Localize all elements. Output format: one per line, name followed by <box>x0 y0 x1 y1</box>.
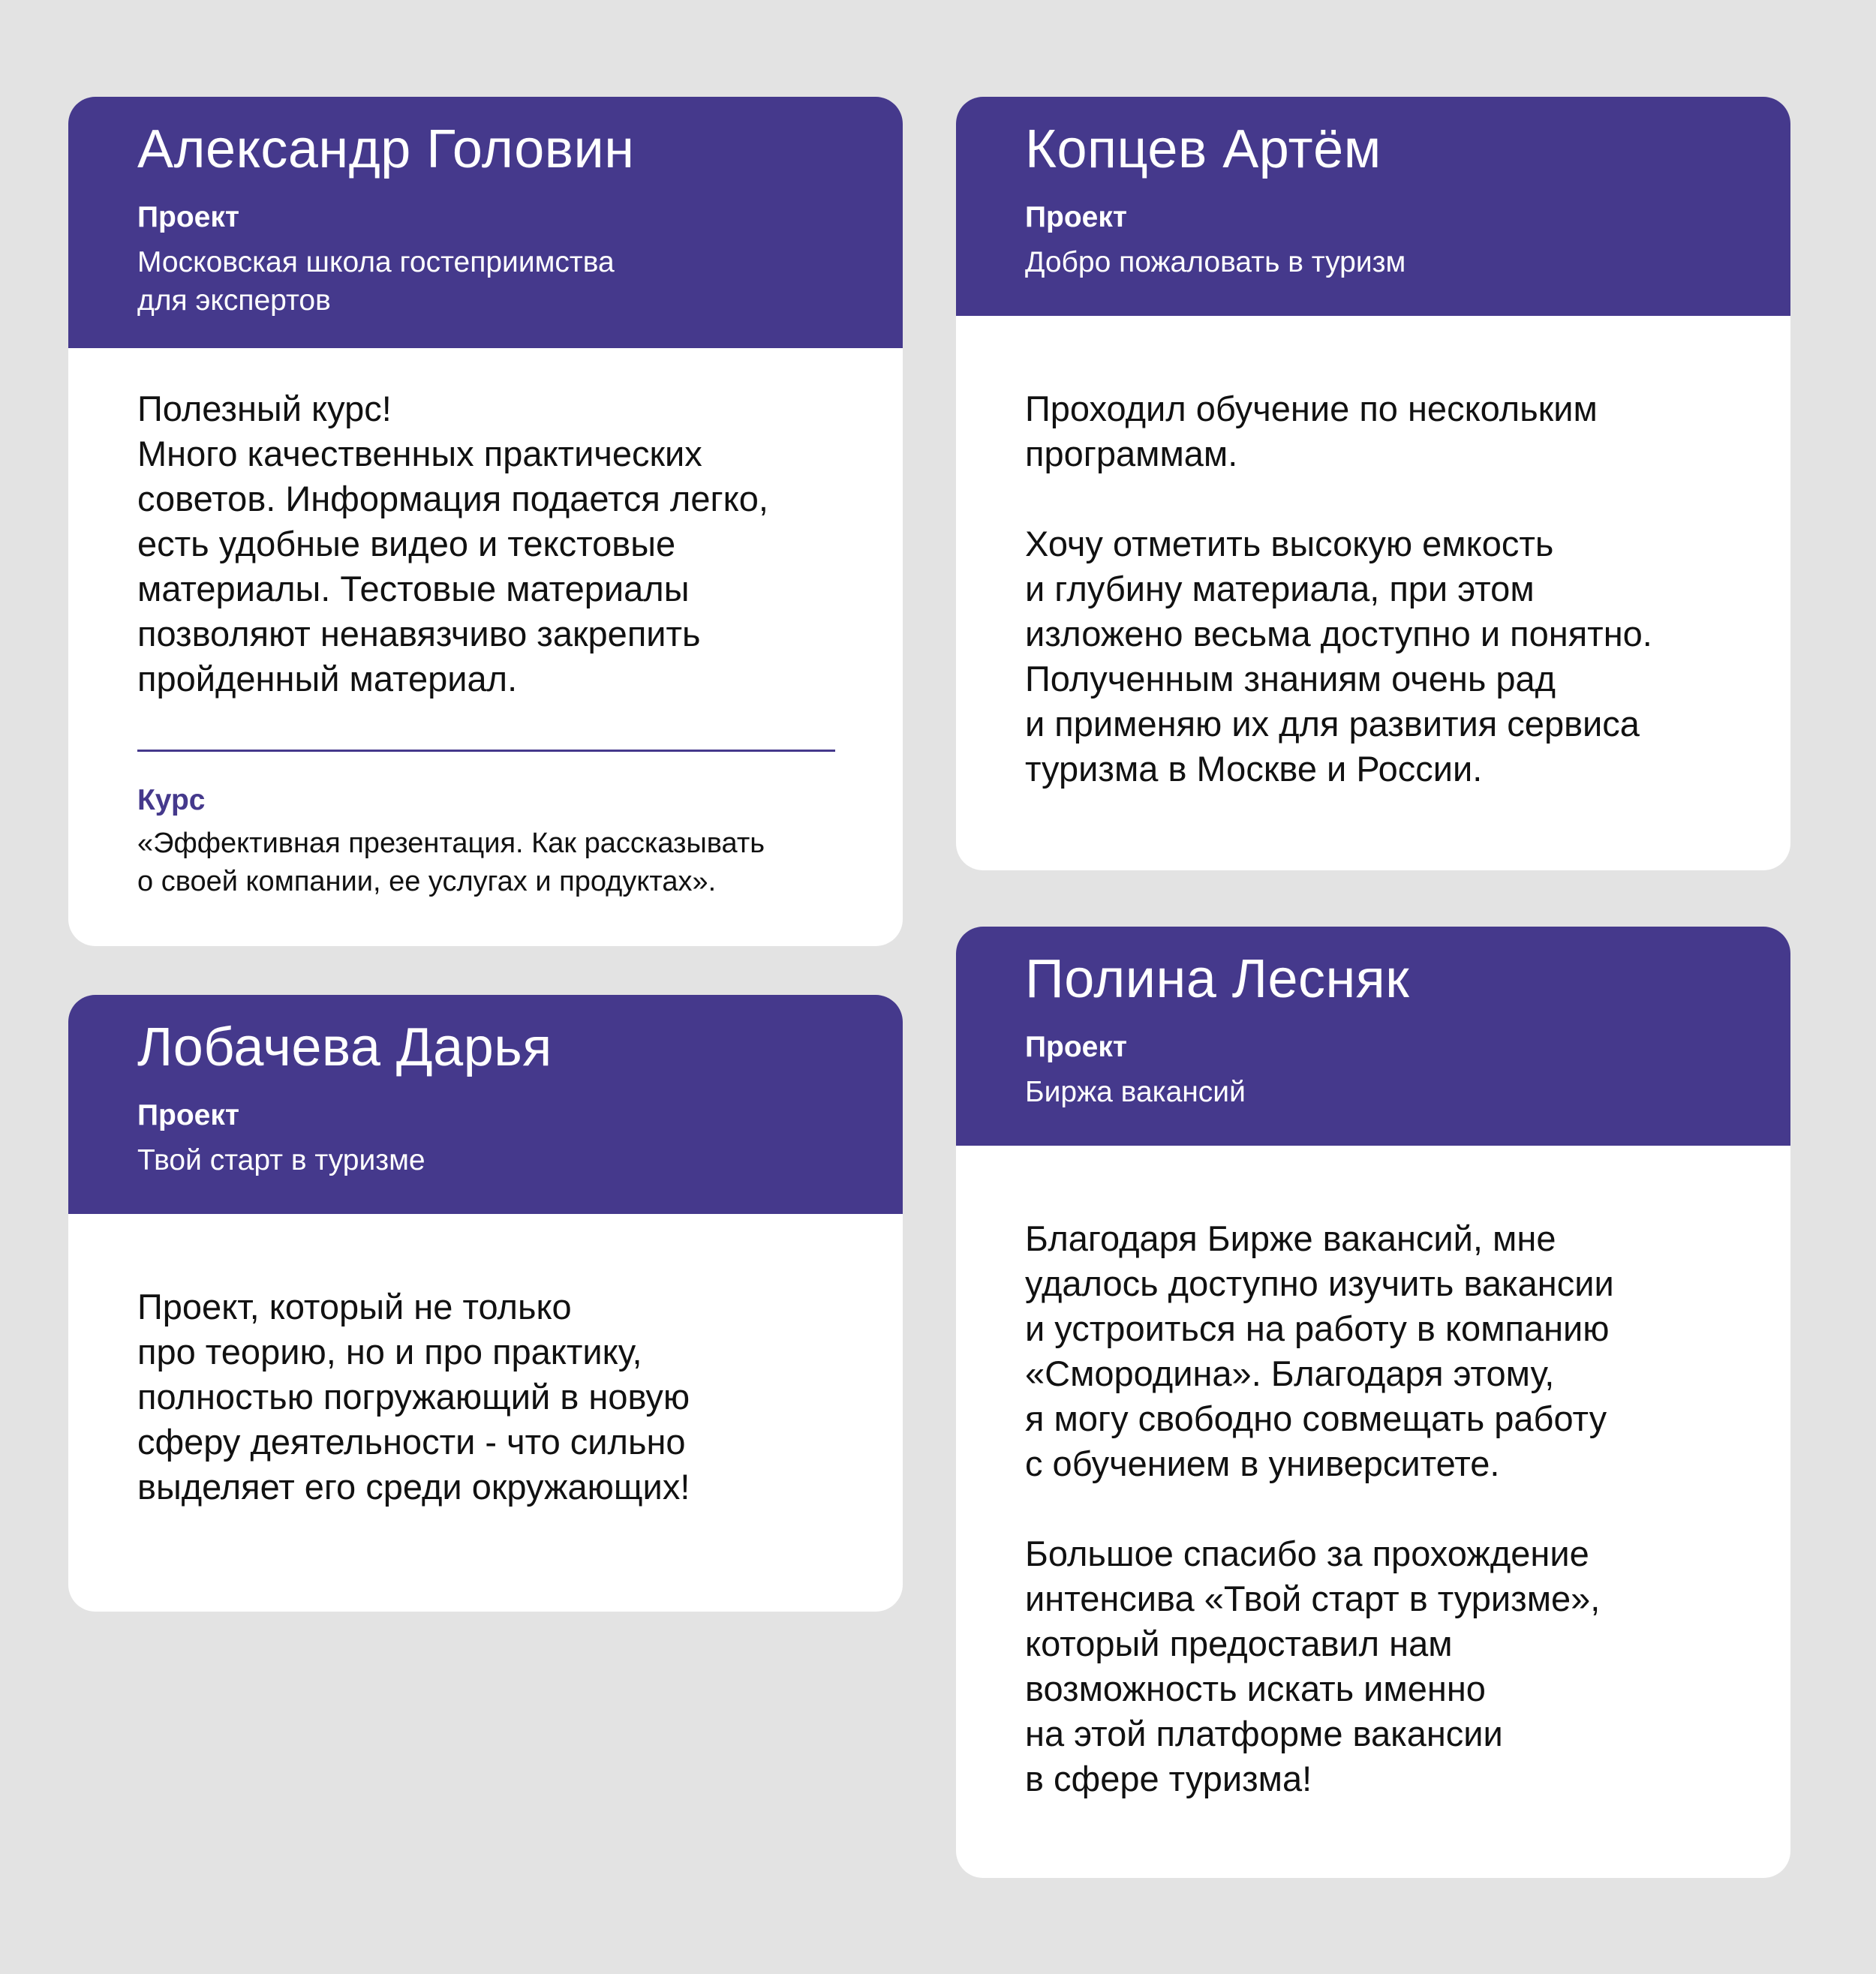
review-text: Проект, который не только про теорию, но и про практику, полностью погружающий в новую сферу деятельности - что сильно выделяет его среди окружающих! <box>137 1287 690 1507</box>
project-title: Твой старт в туризме <box>137 1143 425 1176</box>
card-body <box>68 1214 903 1510</box>
divider <box>137 750 835 752</box>
project-label: Проект <box>1025 201 1127 233</box>
review-card-koptsev <box>956 97 1790 870</box>
course-title: «Эффективная презентация. Как рассказывать о своей компании, ее услугах и продуктах». <box>137 827 765 897</box>
project-label: Проект <box>137 201 239 233</box>
reviewer-name: Полина Лесняк <box>1025 949 1410 1009</box>
project-title: Добро пожаловать в туризм <box>1025 245 1406 278</box>
project-title: Московская школа гостеприимства для экспертов <box>137 245 615 317</box>
reviewer-name: Лобачева Дарья <box>137 1017 552 1077</box>
review-text: Полезный курс! Много качественных практических советов. Информация подается легко, есть удобные видео и текстовые материалы. Тестовые материалы позволяют ненавязчиво закрепить пройденный материал. <box>137 389 768 699</box>
review-card-golovin <box>68 97 903 946</box>
card-body <box>956 1146 1790 1801</box>
card-body <box>956 316 1790 792</box>
card-header <box>68 995 903 1214</box>
course-label: Курс <box>137 784 206 816</box>
card-header <box>956 927 1790 1146</box>
reviewer-name: Копцев Артём <box>1025 119 1381 179</box>
card-body <box>68 348 903 901</box>
review-card-lesnyak <box>956 927 1790 1878</box>
project-title: Биржа вакансий <box>1025 1075 1246 1108</box>
reviewer-name: Александр Головин <box>137 119 635 179</box>
project-label: Проект <box>137 1099 239 1131</box>
project-label: Проект <box>1025 1031 1127 1063</box>
card-header <box>68 97 903 348</box>
card-header <box>956 97 1790 316</box>
review-text: Благодаря Бирже вакансий, мне удалось доступно изучить вакансии и устроиться на работу в компанию «Смородина». Благодаря этому, я могу свободно совмещать работу с обучением в университете. Большое спасибо за прохождение интенсива «Твой старт в туризме», который предоставил нам возможность искать именно на этой платформе вакансии в сфере туризма! <box>1025 1218 1614 1798</box>
review-card-lobacheva <box>68 995 903 1612</box>
review-text: Проходил обучение по нескольким программам. Хочу отметить высокую емкость и глубину материала, при этом изложено весьма доступно и понятно. Полученным знаниям очень рад и применяю их для развития сервиса туризма в Москве и России. <box>1025 389 1652 789</box>
